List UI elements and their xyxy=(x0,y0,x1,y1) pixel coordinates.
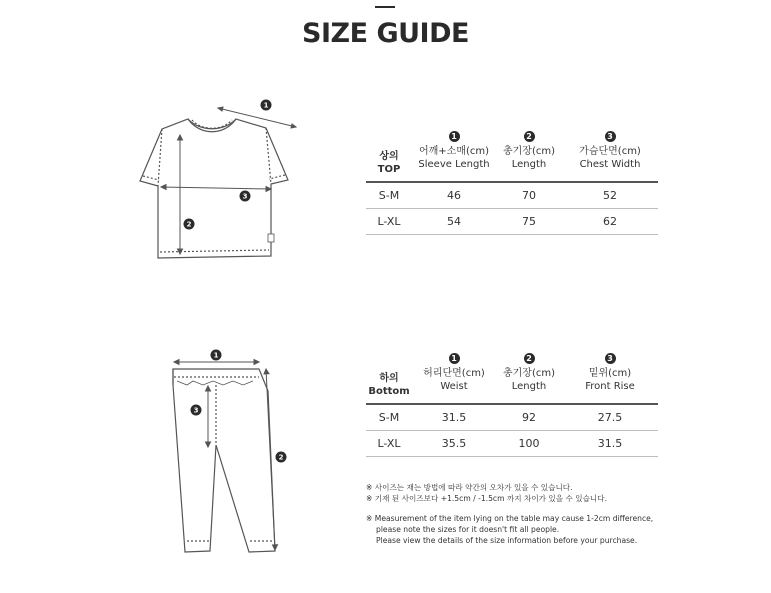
column-label-en: Sleeve Length xyxy=(418,159,490,170)
column-label-ko: 허리단면(cm) xyxy=(423,368,485,379)
marker-1-label: 1 xyxy=(263,101,269,110)
category-label xyxy=(366,372,412,398)
row-divider xyxy=(366,456,658,457)
table-row xyxy=(366,431,658,456)
category-ko: 하의 xyxy=(379,373,399,384)
size-label: S-M xyxy=(378,410,400,424)
marker-2-label: 2 xyxy=(186,220,192,229)
column-number-badge: 3 xyxy=(605,131,616,142)
marker-3-label: 3 xyxy=(242,192,248,201)
size-notes xyxy=(366,482,653,546)
column-label-ko: 밑위(cm) xyxy=(588,368,632,379)
marker-2-label: 2 xyxy=(278,453,284,462)
size-label: L-XL xyxy=(377,436,401,450)
value-cell: 31.5 xyxy=(441,410,467,424)
column-label-ko: 총기장(cm) xyxy=(502,368,556,379)
category-label xyxy=(366,150,412,176)
column-number-badge: 2 xyxy=(524,131,535,142)
title-accent-bar xyxy=(375,6,395,8)
column-number-badge: 2 xyxy=(524,353,535,364)
note-line: Please view the details of the size information before your purchase. xyxy=(376,536,638,545)
column-header-3 xyxy=(562,131,658,171)
value-cell: 52 xyxy=(603,188,617,202)
table-row xyxy=(366,209,658,234)
table-row xyxy=(366,183,658,208)
value-cell: 70 xyxy=(522,188,536,202)
bottom-size-table xyxy=(366,353,658,457)
size-label: S-M xyxy=(378,188,400,202)
size-label: L-XL xyxy=(377,214,401,228)
note-line: please note the sizes for it doesn't fit all people. xyxy=(376,525,560,534)
marker-3-label: 3 xyxy=(193,406,199,415)
note-line: ※ 사이즈는 재는 방법에 따라 약간의 오차가 있을 수 있습니다. xyxy=(366,483,573,492)
column-label-en: Length xyxy=(511,381,547,392)
column-number-badge: 1 xyxy=(449,353,460,364)
marker-1-label: 1 xyxy=(213,351,219,360)
value-cell: 54 xyxy=(447,214,461,228)
column-header-3 xyxy=(562,353,658,393)
note-line: ※ Measurement of the item lying on the table may cause 1-2cm difference, xyxy=(366,514,654,523)
value-cell: 31.5 xyxy=(597,436,623,450)
value-cell: 100 xyxy=(518,436,540,450)
top-size-table xyxy=(366,131,658,235)
column-number-badge: 1 xyxy=(449,131,460,142)
column-label-en: Front Rise xyxy=(585,381,635,392)
table-header xyxy=(366,353,658,403)
column-label-ko: 어깨+소매(cm) xyxy=(418,146,490,157)
page-title: SIZE GUIDE xyxy=(302,18,469,49)
note-line: ※ 기재 된 사이즈보다 +1.5cm / -1.5cm 까지 차이가 있을 수 있습니다. xyxy=(366,494,607,503)
category-ko: 상의 xyxy=(379,151,399,162)
table-header xyxy=(366,131,658,181)
row-divider xyxy=(366,234,658,235)
value-cell: 62 xyxy=(603,214,617,228)
column-header-2 xyxy=(496,131,562,171)
column-label-ko: 가슴단면(cm) xyxy=(579,146,641,157)
value-cell: 92 xyxy=(522,410,536,424)
table-row xyxy=(366,405,658,430)
value-cell: 75 xyxy=(522,214,536,228)
column-label-en: Chest Width xyxy=(579,159,641,170)
value-cell: 35.5 xyxy=(441,436,467,450)
tshirt-illustration xyxy=(128,92,308,267)
column-header-1 xyxy=(412,353,496,393)
column-header-2 xyxy=(496,353,562,393)
column-label-ko: 총기장(cm) xyxy=(502,146,556,157)
pants-illustration xyxy=(163,345,293,560)
column-label-en: Length xyxy=(511,159,547,170)
value-cell: 46 xyxy=(447,188,461,202)
column-header-1 xyxy=(412,131,496,171)
value-cell: 27.5 xyxy=(597,410,623,424)
category-en: TOP xyxy=(377,164,401,175)
category-en: Bottom xyxy=(368,386,410,397)
column-number-badge: 3 xyxy=(605,353,616,364)
column-label-en: Weist xyxy=(440,381,468,392)
